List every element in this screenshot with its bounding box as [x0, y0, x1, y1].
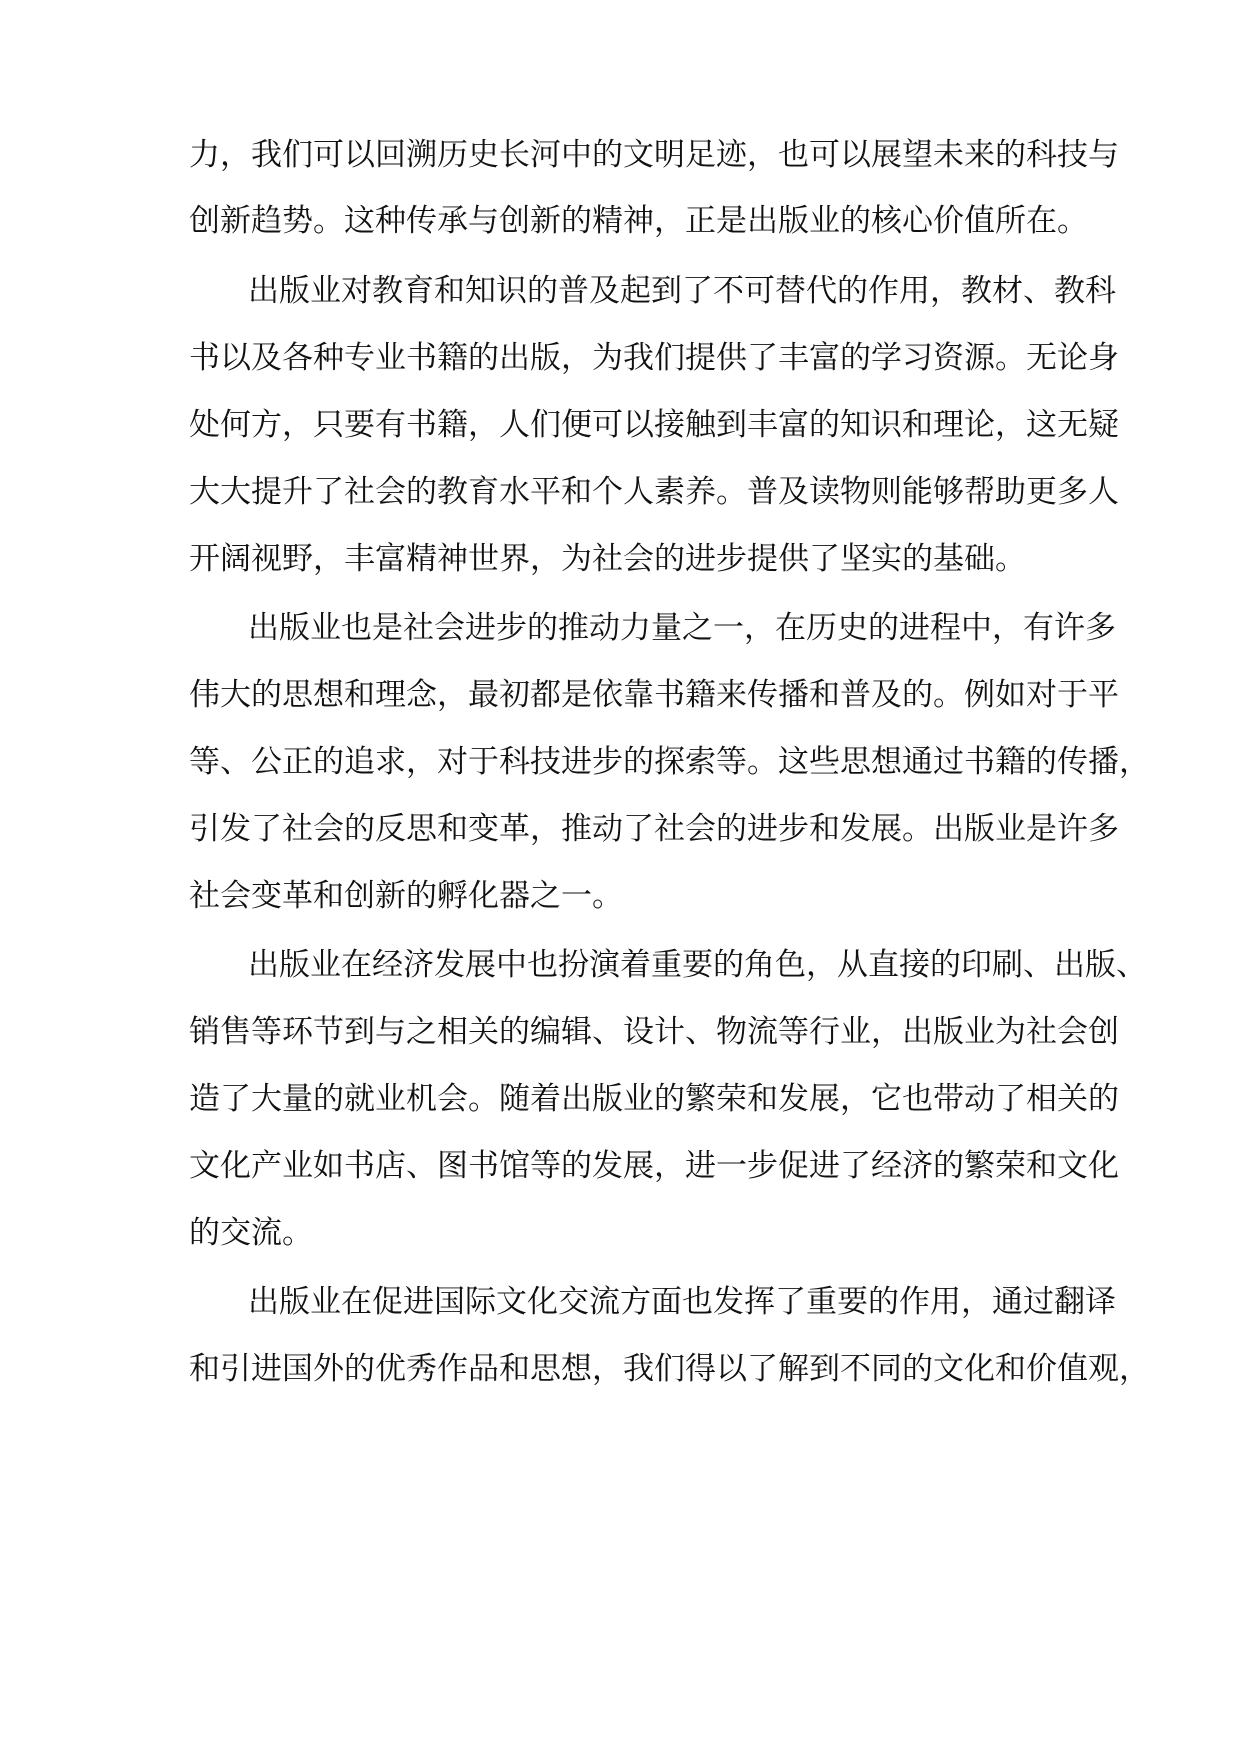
paragraph-4-line-1: 出版业在经济发展中也扮演着重要的角色，从直接的印刷、出版、 [248, 947, 1147, 983]
paragraph-2-line-2: 书以及各种专业书籍的出版，为我们提供了丰富的学习资源。无论身 [189, 340, 1119, 376]
paragraph-3-line-1: 出版业也是社会进步的推动力量之一，在历史的进程中，有许多 [248, 610, 1116, 646]
paragraph-1-line-1: 力，我们可以回溯历史长河中的文明足迹，也可以展望未来的科技与 [189, 137, 1119, 173]
paragraph-2-line-4: 大大提升了社会的教育水平和个人素养。普及读物则能够帮助更多人 [189, 474, 1119, 510]
paragraph-4-line-5: 的交流。 [189, 1215, 313, 1251]
paragraph-5-line-2: 和引进国外的优秀作品和思想，我们得以了解到不同的文化和价值观， [189, 1351, 1150, 1387]
paragraph-5-line-1: 出版业在促进国际文化交流方面也发挥了重要的作用，通过翻译 [248, 1284, 1116, 1320]
paragraph-2-line-3: 处何方，只要有书籍，人们便可以接触到丰富的知识和理论，这无疑 [189, 407, 1119, 443]
paragraph-2-line-1: 出版业对教育和知识的普及起到了不可替代的作用，教材、教科 [248, 273, 1116, 309]
paragraph-3-line-4: 引发了社会的反思和变革，推动了社会的进步和发展。出版业是许多 [189, 811, 1119, 847]
paragraph-4-line-3: 造了大量的就业机会。随着出版业的繁荣和发展，它也带动了相关的 [189, 1081, 1119, 1117]
paragraph-4-line-2: 销售等环节到与之相关的编辑、设计、物流等行业，出版业为社会创 [189, 1014, 1119, 1050]
paragraph-1-line-2: 创新趋势。这种传承与创新的精神，正是出版业的核心价值所在。 [189, 203, 1088, 239]
paragraph-4-line-4: 文化产业如书店、图书馆等的发展，进一步促进了经济的繁荣和文化 [189, 1148, 1119, 1184]
paragraph-3-line-2: 伟大的思想和理念，最初都是依靠书籍来传播和普及的。例如对于平 [189, 677, 1119, 713]
paragraph-2-line-5: 开阔视野，丰富精神世界，为社会的进步提供了坚实的基础。 [189, 541, 1026, 577]
paragraph-3-line-3: 等、公正的追求，对于科技进步的探索等。这些思想通过书籍的传播， [189, 744, 1150, 780]
paragraph-3-line-5: 社会变革和创新的孵化器之一。 [189, 878, 623, 914]
